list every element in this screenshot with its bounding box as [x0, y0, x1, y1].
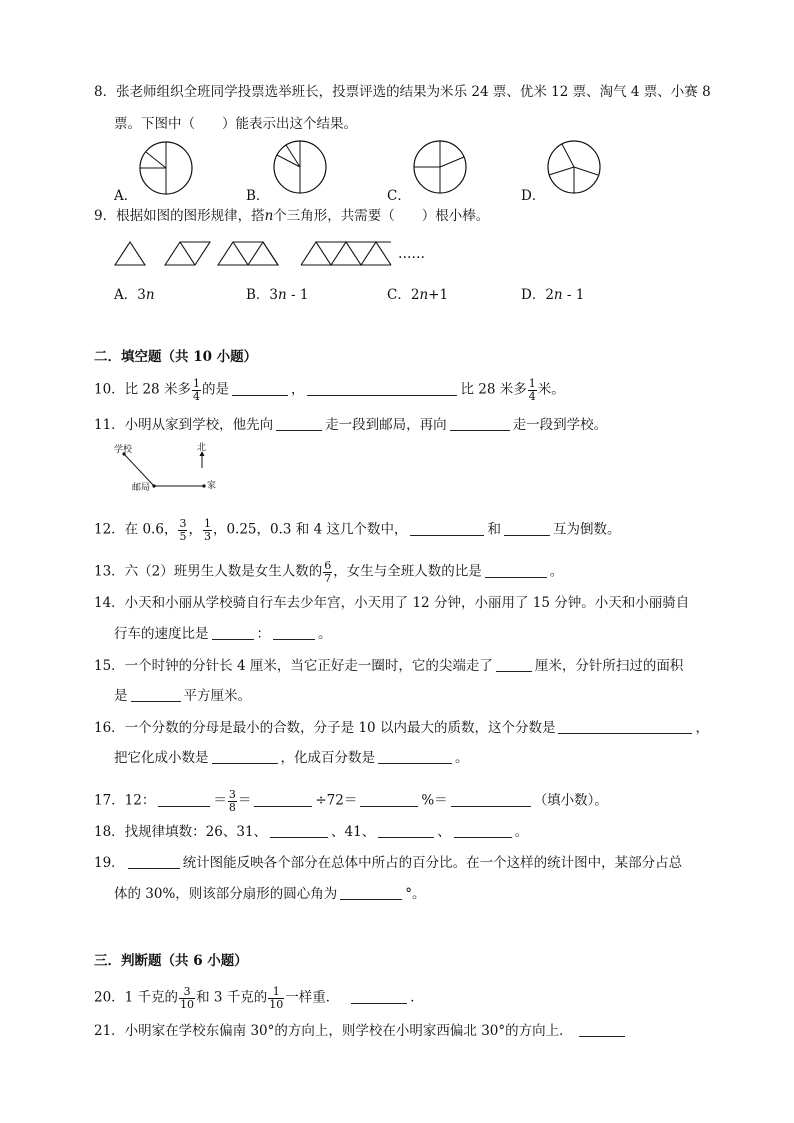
- q17-fraction: [228, 789, 237, 813]
- q15-text-3: 是: [114, 688, 128, 704]
- q12-fraction-1-den: 5: [179, 529, 187, 543]
- q11: [94, 418, 607, 433]
- q10-fraction-2-den: 4: [528, 389, 536, 403]
- q10-fraction-1-den: 4: [192, 389, 200, 403]
- q16-blank-3[interactable]: [378, 751, 452, 764]
- q19-line1: [94, 856, 682, 871]
- q18-blank-3[interactable]: [454, 825, 512, 838]
- q20: [94, 986, 424, 1010]
- q12-blank-2[interactable]: [504, 523, 550, 536]
- q19-blank-2[interactable]: [340, 887, 402, 900]
- q9-dots: ……: [398, 246, 425, 262]
- q19-line2: [114, 887, 426, 902]
- q15-blank-2[interactable]: [131, 689, 181, 702]
- q10-blank-2[interactable]: [307, 383, 457, 396]
- q9-option-a[interactable]: [114, 283, 155, 303]
- q15-line2: [114, 689, 251, 704]
- q18-blank-2[interactable]: [378, 825, 434, 838]
- q15-text-2: 厘米，分针所扫过的面积: [534, 658, 684, 674]
- q8-option-a[interactable]: A．: [114, 188, 138, 204]
- q18-text-1: 18．找规律填数：26、31、: [94, 824, 268, 840]
- q9-option-c-var: n: [419, 287, 429, 303]
- q16-line1: [94, 721, 709, 736]
- q17-text-4: （填小数）。: [533, 792, 608, 809]
- q18-text-3: 、: [437, 824, 451, 840]
- map-label-school: 学校: [114, 445, 133, 455]
- q9-option-d[interactable]: [521, 283, 584, 303]
- q12-sep: ，: [188, 521, 202, 538]
- q16-text-4: ，化成百分数是: [280, 750, 375, 766]
- q10: [94, 378, 565, 402]
- q9-option-a-var: n: [145, 287, 155, 303]
- q9-suffix: 个三角形，共需要（ ）根小棒。: [273, 208, 490, 224]
- q13-fraction-den: 7: [324, 571, 332, 585]
- q9-option-d-post: - 1: [562, 287, 585, 303]
- q10-fraction-2-num: 1: [528, 377, 536, 390]
- q9-prefix: 9．根据如图的图形规律，搭: [94, 208, 265, 224]
- q13-blank[interactable]: [485, 565, 547, 578]
- q11-blank-1[interactable]: [276, 418, 322, 431]
- triangle-pattern: [115, 240, 415, 270]
- q8-option-b[interactable]: B．: [246, 188, 270, 204]
- q17-text-3: %＝: [421, 792, 448, 809]
- q9-option-c[interactable]: [387, 283, 448, 303]
- q8-line2: 票。下图中（ ）能表示出这个结果。: [114, 116, 357, 132]
- q16-text-5: 。: [455, 750, 469, 766]
- q19-text-3: 体的 30%，则该部分扇形的圆心角为: [114, 886, 338, 902]
- q9-option-a-label: A．: [114, 287, 138, 303]
- q12-text-4: 互为倒数。: [552, 521, 621, 538]
- q9-option-d-pre: 2: [545, 287, 554, 303]
- q16-blank-2[interactable]: [212, 751, 278, 764]
- q9-stem: [94, 210, 489, 224]
- q16-text-3: 把它化成小数是: [114, 750, 209, 766]
- q17-text-2: ÷72＝: [315, 792, 358, 809]
- q9-option-b[interactable]: [246, 283, 308, 303]
- q12-fraction-2-den: 3: [203, 529, 211, 543]
- q12-blank-1[interactable]: [410, 523, 484, 536]
- q20-fraction-1-num: 3: [179, 986, 195, 999]
- q9-option-a-pre: 3: [137, 287, 146, 303]
- q20-text-2: 和 3 千克的: [196, 989, 268, 1006]
- q11-text-3: 走一段到学校。: [512, 417, 608, 433]
- q17-blank-1[interactable]: [158, 794, 210, 807]
- q14-line1: 14．小天和小丽从学校骑自行车去少年宫，小天用了 12 分钟，小丽用了 15 分钟。小天和小丽骑自: [94, 595, 690, 611]
- q20-blank[interactable]: [351, 991, 407, 1004]
- q9-var: n: [264, 208, 274, 224]
- q20-text-4: ．: [410, 989, 424, 1006]
- q12-fraction-2-num: 1: [203, 517, 211, 530]
- q10-text-5: 米。: [537, 381, 565, 398]
- q9-option-b-var: n: [278, 287, 287, 303]
- pie-chart-d: [546, 139, 602, 195]
- q13-text-1: 13．六（2）班男生人数是女生人数的: [94, 563, 323, 580]
- pie-chart-b: [272, 139, 328, 195]
- q13-text-3: 。: [549, 563, 564, 580]
- q17-blank-4[interactable]: [451, 794, 531, 807]
- q15-line1: [94, 659, 683, 674]
- q9-option-d-label: D．: [521, 287, 546, 303]
- q19-text-4: °。: [405, 886, 426, 902]
- q8-line1: 8．张老师组织全班同学投票选举班长，投票评选的结果为米乐 24 票、优米 12 票、淘气 4 票、小赛 8: [94, 84, 711, 100]
- pie-chart-a: [138, 140, 194, 196]
- map-label-post-office: 邮局: [132, 483, 151, 493]
- q20-fraction-1: [179, 986, 195, 1010]
- q15-blank-1[interactable]: [496, 659, 532, 672]
- q12-text-3: 和: [487, 521, 501, 538]
- q15-text-1: 15．一个时钟的分针长 4 厘米，当它正好走一圈时，它的尖端走了: [94, 658, 493, 674]
- q9-option-c-post: +1: [428, 287, 449, 303]
- q11-blank-2[interactable]: [450, 418, 510, 431]
- q9-option-b-post: - 1: [286, 287, 309, 303]
- q12-text-1: 12．在 0.6，: [94, 521, 178, 538]
- q14-blank-1[interactable]: [212, 627, 254, 640]
- map-label-home: 家: [207, 481, 217, 491]
- q12-fraction-1: [178, 518, 187, 542]
- q8-option-d[interactable]: D．: [521, 188, 546, 204]
- q10-text-4: 比 28 米多: [460, 381, 527, 398]
- q20-fraction-2-num: 1: [268, 986, 284, 999]
- q10-fraction-1: [192, 378, 201, 402]
- q9-option-b-label: B．: [246, 287, 270, 303]
- q14-colon: ：: [256, 626, 270, 642]
- q15-text-4: 平方厘米。: [183, 688, 251, 704]
- q10-fraction-2: [528, 378, 537, 402]
- q10-text-3: ，: [290, 381, 305, 398]
- q13-fraction: [323, 560, 332, 584]
- q12-fraction-1-num: 3: [179, 517, 187, 530]
- q18-blank-1[interactable]: [270, 825, 328, 838]
- q20-text-1: 20．1 千克的: [94, 989, 179, 1006]
- q20-fraction-2: [268, 986, 284, 1010]
- section-2-title: 二．填空题（共 10 小题）: [94, 349, 258, 365]
- q20-fraction-2-den: 10: [269, 997, 284, 1011]
- q21-blank[interactable]: [579, 1024, 625, 1037]
- q19-text-2: 统计图能反映各个部分在总体中所占的百分比。在一个这样的统计图中，某部分占总: [182, 855, 683, 871]
- q18-text-5: 。: [514, 824, 529, 840]
- q20-text-3: 一样重．: [285, 989, 340, 1006]
- q9-option-b-pre: 3: [269, 287, 279, 303]
- q17-blank-3[interactable]: [360, 794, 418, 807]
- q16-blank-1[interactable]: [558, 721, 692, 734]
- map-label-north: 北: [197, 443, 207, 453]
- pie-chart-c: [412, 139, 468, 195]
- q17: [94, 789, 608, 813]
- q16-line2: [114, 751, 469, 766]
- q17-text-1: 17．12：: [94, 792, 156, 809]
- q9-option-c-label: C．: [387, 287, 411, 303]
- q13-text-2: ，女生与全班人数的比是: [333, 563, 482, 580]
- q21: [94, 1024, 628, 1039]
- q10-fraction-1-num: 1: [192, 377, 200, 390]
- q13-fraction-num: 6: [324, 559, 332, 572]
- q11-text-2: 走一段到邮局，再向: [325, 417, 447, 433]
- q14-line2: [114, 627, 332, 642]
- q17-fraction-num: 3: [228, 788, 236, 801]
- q17-blank-2[interactable]: [254, 794, 312, 807]
- q16-text-1: 16．一个分数的分母是最小的合数，分子是 10 以内最大的质数，这个分数是: [94, 720, 556, 736]
- q17-eq-2: ＝: [237, 792, 252, 809]
- q21-text-1: 21．小明家在学校东偏南 30°的方向上，则学校在小明家西偏北 30°的方向上．: [94, 1023, 573, 1039]
- q10-text-1: 10．比 28 米多: [94, 381, 191, 398]
- q10-blank-1[interactable]: [232, 383, 288, 396]
- q12-text-2: ，0.25，0.3 和 4 这几个数中，: [212, 521, 408, 538]
- q17-eq-1: ＝: [213, 792, 227, 809]
- q14-text-2: 。: [318, 626, 332, 642]
- q12: [94, 518, 620, 542]
- q14-text-1: 行车的速度比是: [114, 626, 209, 642]
- q19-text-1: 19．: [94, 855, 125, 871]
- q19-blank-1[interactable]: [128, 856, 180, 869]
- q17-fraction-den: 8: [228, 800, 236, 814]
- q9-option-c-pre: 2: [410, 287, 420, 303]
- q9-option-d-var: n: [553, 287, 563, 303]
- q14-blank-2[interactable]: [273, 627, 315, 640]
- q12-fraction-2: [203, 518, 212, 542]
- q16-text-2: ，: [695, 720, 709, 736]
- q18-text-2: 、41、: [331, 824, 376, 840]
- q10-text-2: 的是: [201, 381, 229, 398]
- q20-fraction-1-den: 10: [180, 997, 195, 1011]
- q18: [94, 825, 528, 840]
- q8-option-c[interactable]: C．: [387, 188, 411, 204]
- q11-text-1: 11．小明从家到学校，他先向: [94, 417, 274, 433]
- q13: [94, 560, 563, 584]
- section-3-title: 三．判断题（共 6 小题）: [94, 953, 248, 969]
